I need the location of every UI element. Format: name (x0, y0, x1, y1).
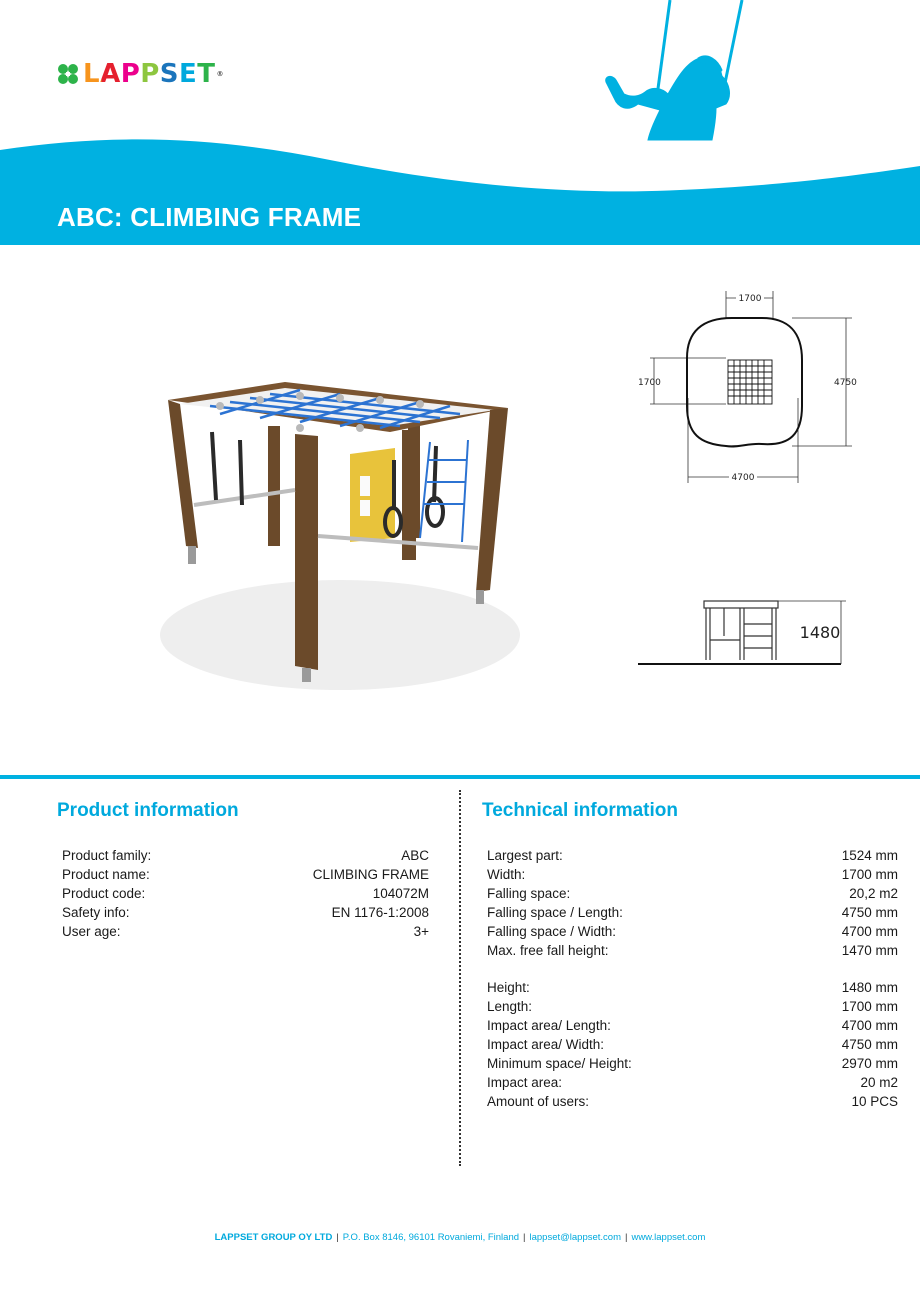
product-row (62, 846, 429, 865)
row-value: 3+ (413, 924, 429, 939)
row-label: Product name: (62, 867, 150, 882)
tech-row (487, 1092, 898, 1111)
row-value: 2970 mm (841, 1056, 898, 1071)
dim-top-label: 1700 (738, 294, 762, 304)
logo-wordmark (83, 61, 224, 87)
product-row (62, 922, 429, 941)
footer-separator: | (336, 1232, 339, 1243)
dim-right-label: 4750 (834, 378, 857, 388)
row-value: 4700 mm (841, 1018, 898, 1033)
row-label: Minimum space/ Height: (487, 1056, 632, 1071)
technical-info-heading: Technical information (482, 800, 679, 821)
footer (0, 1232, 920, 1243)
product-info-heading: Product information (57, 800, 239, 821)
row-value: 20,2 m2 (849, 886, 898, 901)
product-row (62, 903, 429, 922)
row-label: Max. free fall height: (487, 943, 609, 958)
footer-address: P.O. Box 8146, 96101 Rovaniemi, Finland (342, 1232, 520, 1243)
row-label: Amount of users: (487, 1094, 590, 1109)
row-value: 20 m2 (860, 1075, 898, 1090)
tech-row (487, 1073, 898, 1092)
technical-info-table-b (487, 978, 898, 1111)
row-label: Impact area: (487, 1075, 563, 1090)
row-value: 1480 mm (841, 980, 898, 995)
tech-row (487, 922, 898, 941)
row-label: Width: (487, 867, 526, 882)
row-value: 104072M (372, 886, 429, 901)
tech-row (487, 941, 898, 960)
row-value: 10 PCS (851, 1094, 898, 1109)
row-value: 1524 mm (841, 848, 898, 863)
row-value: 1700 mm (841, 999, 898, 1014)
product-row (62, 865, 429, 884)
row-label: Falling space / Length: (487, 905, 623, 920)
row-value: ABC (401, 848, 429, 863)
row-label: Product family: (62, 848, 152, 863)
row-label: Largest part: (487, 848, 563, 863)
tech-row (487, 903, 898, 922)
dim-bottom-label: 4700 (731, 473, 755, 483)
dim-left-label: 1700 (638, 378, 661, 388)
row-label: Height: (487, 980, 530, 995)
tech-row (487, 884, 898, 903)
dim-height-label: 1480 (799, 623, 841, 642)
top-view-drawing (632, 288, 862, 488)
row-label: Impact area/ Width: (487, 1037, 605, 1052)
registered-mark: ® (216, 70, 225, 78)
tech-row (487, 846, 898, 865)
row-label: Impact area/ Length: (487, 1018, 611, 1033)
footer-website-link[interactable]: www.lappset.com (631, 1232, 706, 1243)
side-view-drawing (636, 596, 866, 672)
row-value: 4700 mm (841, 924, 898, 939)
row-value: EN 1176-1:2008 (331, 905, 429, 920)
footer-company: LAPPSET GROUP OY LTD (214, 1232, 333, 1243)
page-title: ABC: CLIMBING FRAME (57, 202, 362, 232)
tech-row (487, 978, 898, 997)
row-value: 1700 mm (841, 867, 898, 882)
logo-wordmark-text: LAPPSET (83, 59, 216, 89)
row-label: Product code: (62, 886, 146, 901)
technical-info-table-a (487, 846, 898, 960)
tech-row (487, 865, 898, 884)
row-value: 1470 mm (841, 943, 898, 958)
row-value: CLIMBING FRAME (312, 867, 429, 882)
row-label: Safety info: (62, 905, 130, 920)
clover-logo-icon (57, 63, 79, 85)
lappset-logo (57, 61, 224, 87)
tech-row (487, 1054, 898, 1073)
section-divider (0, 775, 920, 779)
climbing-frame-illustration (150, 370, 530, 710)
tech-row (487, 997, 898, 1016)
tech-row (487, 1035, 898, 1054)
row-value: 4750 mm (841, 1037, 898, 1052)
column-divider (459, 790, 461, 1166)
row-value: 4750 mm (841, 905, 898, 920)
row-label: User age: (62, 924, 121, 939)
footer-separator: | (523, 1232, 526, 1243)
row-label: Length: (487, 999, 533, 1014)
product-row (62, 884, 429, 903)
product-info-table (62, 846, 429, 941)
row-label: Falling space: (487, 886, 571, 901)
footer-separator: | (624, 1232, 628, 1243)
swing-girl-silhouette (606, 0, 742, 140)
footer-email-link[interactable]: lappset@lappset.com (529, 1232, 621, 1243)
row-label: Falling space / Width: (487, 924, 617, 939)
tech-row (487, 1016, 898, 1035)
